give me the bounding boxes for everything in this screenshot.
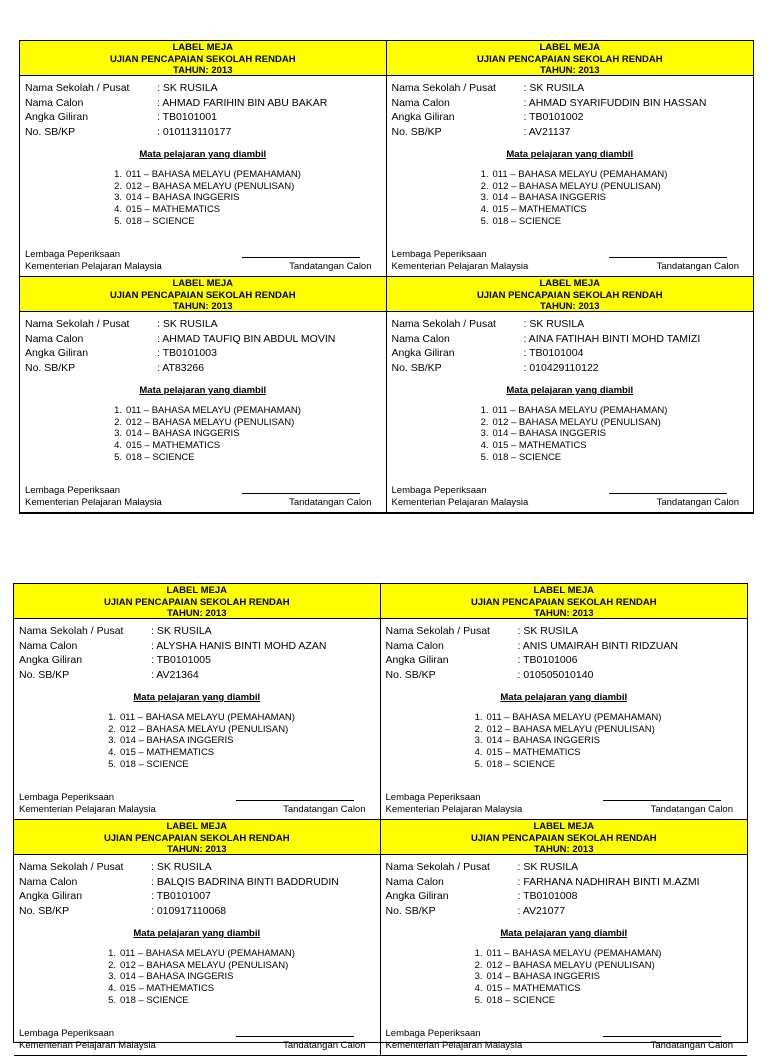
- subject-item: 5. 018 – SCIENCE: [480, 451, 562, 463]
- index-value: : TB0101004: [523, 347, 584, 359]
- subject-item: 4. 015 – MATHEMATICS: [474, 747, 581, 759]
- label-title: LABEL MEJA: [172, 42, 234, 53]
- ic-row: [19, 668, 380, 683]
- subjects-title: Mata pelajaran yang diambil: [133, 692, 261, 703]
- candidate-info: [381, 619, 748, 682]
- subjects-list: [469, 712, 748, 771]
- subject-item: 4. 015 – MATHEMATICS: [108, 747, 215, 759]
- exam-name: UJIAN PENCAPAIAN SEKOLAH RENDAH: [109, 289, 296, 301]
- signature-line: [603, 800, 721, 801]
- exam-year: TAHUN: 2013: [173, 301, 233, 312]
- ic-label: No. SB/KP: [19, 668, 70, 681]
- subject-item: 2. 012 – BAHASA MELAYU (PENULISAN): [474, 959, 655, 971]
- index-value: : TB0101006: [517, 654, 578, 666]
- name-label: Nama Calon: [385, 639, 444, 652]
- desk-label-6: [381, 584, 748, 820]
- name-value: : AHMAD TAUFIQ BIN ABDUL MOVIN: [157, 332, 336, 345]
- board-name: Lembaga Peperiksaan: [385, 1028, 481, 1039]
- ministry-name: Kementerian Pelajaran Malaysia: [391, 260, 529, 272]
- candidate-info: [387, 312, 754, 375]
- school-label: Nama Sekolah / Pusat: [25, 318, 130, 330]
- ic-row: [25, 125, 386, 140]
- signature-caption: Tandatangan Calon: [289, 496, 372, 508]
- name-row: [386, 639, 748, 654]
- exam-year: TAHUN: 2013: [534, 844, 594, 855]
- ic-value: : AV21137: [523, 125, 571, 138]
- subject-item: 1. 011 – BAHASA MELAYU (PEMAHAMAN): [474, 712, 662, 723]
- subjects-title: Mata pelajaran yang diambil: [500, 692, 628, 703]
- subject-item: 2. 012 – BAHASA MELAYU (PENULISAN): [480, 180, 661, 192]
- signature-caption: Tandatangan Calon: [650, 803, 733, 815]
- board-name: Lembaga Peperiksaan: [385, 792, 481, 803]
- ic-label: No. SB/KP: [385, 904, 436, 917]
- ministry-name: Kementerian Pelajaran Malaysia: [385, 803, 523, 815]
- label-footer: [386, 1028, 736, 1051]
- label-header: [14, 820, 380, 855]
- ic-label: No. SB/KP: [385, 668, 436, 681]
- subjects-title: Mata pelajaran yang diambil: [500, 928, 628, 939]
- candidate-info: [381, 855, 748, 918]
- ministry-name: Kementerian Pelajaran Malaysia: [19, 803, 156, 815]
- name-value: : FARHANA NADHIRAH BINTI M.AZMI: [517, 875, 700, 888]
- school-value: : SK RUSILA: [517, 861, 579, 873]
- name-row: [19, 875, 380, 890]
- exam-name: UJIAN PENCAPAIAN SEKOLAH RENDAH: [103, 596, 290, 608]
- signature-caption: Tandatangan Calon: [283, 803, 366, 815]
- label-footer: [25, 485, 374, 508]
- subject-item: 1. 011 – BAHASA MELAYU (PEMAHAMAN): [480, 169, 668, 180]
- exam-name: UJIAN PENCAPAIAN SEKOLAH RENDAH: [470, 832, 657, 844]
- subject-item: 5. 018 – SCIENCE: [480, 215, 562, 227]
- subject-item: 5. 018 – SCIENCE: [108, 758, 189, 770]
- school-row: [25, 317, 386, 332]
- subject-item: 5. 018 – SCIENCE: [474, 994, 556, 1006]
- index-label: Angka Giliran: [385, 654, 449, 666]
- subject-item: 3. 014 – BAHASA INGGERIS: [480, 428, 607, 440]
- label-header: [14, 584, 380, 619]
- subject-item: 1. 011 – BAHASA MELAYU (PEMAHAMAN): [480, 405, 668, 416]
- label-header: [387, 277, 754, 312]
- school-label: Nama Sekolah / Pusat: [391, 82, 496, 94]
- board-name: Lembaga Peperiksaan: [25, 485, 121, 496]
- school-value: : SK RUSILA: [151, 625, 212, 637]
- label-title: LABEL MEJA: [166, 585, 228, 596]
- index-label: Angka Giliran: [25, 111, 89, 123]
- exam-name: UJIAN PENCAPAIAN SEKOLAH RENDAH: [476, 289, 663, 301]
- subject-item: 4. 015 – MATHEMATICS: [114, 440, 221, 452]
- subject-item: 1. 011 – BAHASA MELAYU (PEMAHAMAN): [108, 712, 295, 723]
- school-value: : SK RUSILA: [523, 82, 585, 94]
- name-row: [19, 639, 380, 654]
- name-value: : ALYSHA HANIS BINTI MOHD AZAN: [151, 639, 327, 652]
- ic-label: No. SB/KP: [25, 125, 76, 138]
- label-sheet-2: [13, 583, 748, 1051]
- subject-item: 3. 014 – BAHASA INGGERIS: [114, 428, 240, 440]
- label-header: [20, 277, 386, 312]
- ic-value: : 010429110122: [523, 361, 599, 374]
- school-row: [19, 860, 380, 875]
- candidate-info: [387, 76, 754, 139]
- name-label: Nama Calon: [391, 96, 450, 109]
- ic-value: : 010505010140: [517, 668, 594, 681]
- desk-label-7: [14, 820, 381, 1056]
- subject-item: 1. 011 – BAHASA MELAYU (PEMAHAMAN): [474, 948, 662, 959]
- index-value: : TB0101002: [523, 111, 584, 123]
- ic-value: : AV21077: [517, 904, 566, 917]
- subject-item: 2. 012 – BAHASA MELAYU (PENULISAN): [114, 180, 295, 192]
- school-label: Nama Sekolah / Pusat: [19, 625, 124, 637]
- ministry-name: Kementerian Pelajaran Malaysia: [391, 496, 529, 508]
- school-value: : SK RUSILA: [157, 82, 218, 94]
- index-value: : TB0101007: [151, 890, 211, 902]
- name-label: Nama Calon: [19, 639, 78, 652]
- board-name: Lembaga Peperiksaan: [19, 1028, 115, 1039]
- subjects-title: Mata pelajaran yang diambil: [506, 385, 634, 396]
- subject-item: 1. 011 – BAHASA MELAYU (PEMAHAMAN): [114, 169, 301, 180]
- index-row: [25, 346, 386, 361]
- index-label: Angka Giliran: [19, 890, 83, 902]
- signature-line: [236, 1036, 354, 1037]
- subject-item: 2. 012 – BAHASA MELAYU (PENULISAN): [474, 723, 655, 735]
- index-label: Angka Giliran: [391, 347, 455, 359]
- subjects-title: Mata pelajaran yang diambil: [506, 149, 634, 160]
- name-value: : BALQIS BADRINA BINTI BADDRUDIN: [151, 875, 339, 888]
- candidate-info: [20, 76, 386, 139]
- candidate-info: [14, 855, 380, 918]
- ic-label: No. SB/KP: [391, 361, 442, 374]
- subject-item: 2. 012 – BAHASA MELAYU (PENULISAN): [108, 959, 289, 971]
- desk-label-5: [14, 584, 381, 820]
- school-row: [386, 624, 748, 639]
- subject-item: 3. 014 – BAHASA INGGERIS: [474, 971, 601, 983]
- signature-caption: Tandatangan Calon: [289, 260, 372, 272]
- label-footer: [19, 1028, 368, 1051]
- exam-name: UJIAN PENCAPAIAN SEKOLAH RENDAH: [476, 53, 663, 65]
- desk-label-2: [387, 41, 754, 277]
- subjects-list: [469, 948, 748, 1007]
- ic-row: [25, 361, 386, 376]
- desk-label-8: [381, 820, 748, 1056]
- label-title: LABEL MEJA: [166, 821, 228, 832]
- label-footer: [25, 249, 374, 272]
- board-name: Lembaga Peperiksaan: [19, 792, 115, 803]
- exam-name: UJIAN PENCAPAIAN SEKOLAH RENDAH: [109, 53, 296, 65]
- exam-year: TAHUN: 2013: [167, 608, 227, 619]
- school-value: : SK RUSILA: [523, 318, 585, 330]
- subjects-list: [102, 948, 380, 1007]
- school-label: Nama Sekolah / Pusat: [25, 82, 130, 94]
- index-label: Angka Giliran: [25, 347, 89, 359]
- school-label: Nama Sekolah / Pusat: [385, 625, 490, 637]
- name-row: [392, 96, 754, 111]
- index-row: [19, 653, 380, 668]
- ic-value: : 010917110068: [151, 904, 227, 917]
- index-row: [25, 110, 386, 125]
- ministry-name: Kementerian Pelajaran Malaysia: [25, 260, 162, 272]
- ic-row: [386, 904, 748, 919]
- ic-label: No. SB/KP: [19, 904, 70, 917]
- index-label: Angka Giliran: [391, 111, 455, 123]
- label-header: [387, 41, 754, 76]
- subjects-list: [475, 405, 754, 464]
- signature-caption: Tandatangan Calon: [656, 260, 739, 272]
- subject-item: 3. 014 – BAHASA INGGERIS: [480, 192, 607, 204]
- signature-line: [242, 493, 360, 494]
- exam-year: TAHUN: 2013: [534, 608, 594, 619]
- label-header: [381, 584, 748, 619]
- subjects-list: [108, 169, 386, 228]
- signature-line: [609, 493, 727, 494]
- subject-item: 3. 014 – BAHASA INGGERIS: [108, 971, 234, 983]
- ic-label: No. SB/KP: [25, 361, 76, 374]
- label-sheet-1: [19, 40, 754, 514]
- index-row: [392, 346, 754, 361]
- ministry-name: Kementerian Pelajaran Malaysia: [25, 496, 162, 508]
- subjects-list: [108, 405, 386, 464]
- index-row: [19, 889, 380, 904]
- index-value: : TB0101001: [157, 111, 217, 123]
- signature-line: [609, 257, 727, 258]
- school-row: [386, 860, 748, 875]
- subject-item: 2. 012 – BAHASA MELAYU (PENULISAN): [480, 416, 661, 428]
- index-row: [386, 889, 748, 904]
- exam-year: TAHUN: 2013: [173, 65, 233, 76]
- subject-item: 5. 018 – SCIENCE: [108, 994, 189, 1006]
- name-value: : AHMAD FARIHIN BIN ABU BAKAR: [157, 96, 328, 109]
- ic-value: : AT83266: [157, 361, 205, 374]
- school-label: Nama Sekolah / Pusat: [391, 318, 496, 330]
- desk-label-1: [20, 41, 387, 277]
- name-label: Nama Calon: [19, 875, 78, 888]
- label-title: LABEL MEJA: [539, 278, 601, 289]
- subject-item: 4. 015 – MATHEMATICS: [480, 440, 587, 452]
- ic-row: [392, 125, 754, 140]
- label-title: LABEL MEJA: [172, 278, 234, 289]
- school-label: Nama Sekolah / Pusat: [385, 861, 490, 873]
- signature-caption: Tandatangan Calon: [656, 496, 739, 508]
- signature-caption: Tandatangan Calon: [283, 1039, 366, 1051]
- school-value: : SK RUSILA: [151, 861, 212, 873]
- name-row: [386, 875, 748, 890]
- subject-item: 3. 014 – BAHASA INGGERIS: [474, 735, 601, 747]
- subject-item: 4. 015 – MATHEMATICS: [108, 983, 215, 995]
- index-value: : TB0101008: [517, 890, 578, 902]
- subjects-title: Mata pelajaran yang diambil: [139, 149, 267, 160]
- exam-name: UJIAN PENCAPAIAN SEKOLAH RENDAH: [103, 832, 290, 844]
- school-row: [19, 624, 380, 639]
- signature-caption: Tandatangan Calon: [650, 1039, 733, 1051]
- name-label: Nama Calon: [391, 332, 450, 345]
- exam-year: TAHUN: 2013: [540, 301, 600, 312]
- label-title: LABEL MEJA: [533, 585, 595, 596]
- ic-row: [19, 904, 380, 919]
- name-row: [392, 332, 754, 347]
- board-name: Lembaga Peperiksaan: [391, 249, 487, 260]
- candidate-info: [20, 312, 386, 375]
- school-label: Nama Sekolah / Pusat: [19, 861, 124, 873]
- name-row: [25, 96, 386, 111]
- exam-year: TAHUN: 2013: [167, 844, 227, 855]
- desk-label-3: [20, 277, 387, 513]
- name-row: [25, 332, 386, 347]
- subject-item: 3. 014 – BAHASA INGGERIS: [108, 735, 234, 747]
- subject-item: 4. 015 – MATHEMATICS: [480, 204, 587, 216]
- school-value: : SK RUSILA: [517, 625, 579, 637]
- name-value: : AINA FATIHAH BINTI MOHD TAMIZI: [523, 332, 701, 345]
- index-label: Angka Giliran: [385, 890, 449, 902]
- ic-value: : AV21364: [151, 668, 199, 681]
- school-value: : SK RUSILA: [157, 318, 218, 330]
- name-value: : AHMAD SYARIFUDDIN BIN HASSAN: [523, 96, 707, 109]
- subject-item: 1. 011 – BAHASA MELAYU (PEMAHAMAN): [108, 948, 295, 959]
- label-title: LABEL MEJA: [533, 821, 595, 832]
- label-footer: [386, 792, 736, 815]
- subjects-title: Mata pelajaran yang diambil: [133, 928, 261, 939]
- board-name: Lembaga Peperiksaan: [391, 485, 487, 496]
- subjects-title: Mata pelajaran yang diambil: [139, 385, 267, 396]
- name-label: Nama Calon: [25, 332, 84, 345]
- subject-item: 5. 018 – SCIENCE: [474, 758, 556, 770]
- ic-row: [392, 361, 754, 376]
- signature-line: [242, 257, 360, 258]
- label-title: LABEL MEJA: [539, 42, 601, 53]
- name-label: Nama Calon: [385, 875, 444, 888]
- label-footer: [392, 249, 742, 272]
- candidate-info: [14, 619, 380, 682]
- school-row: [392, 317, 754, 332]
- subjects-list: [475, 169, 754, 228]
- label-footer: [392, 485, 742, 508]
- label-header: [20, 41, 386, 76]
- subject-item: 4. 015 – MATHEMATICS: [114, 204, 221, 216]
- name-label: Nama Calon: [25, 96, 84, 109]
- ic-value: : 010113110177: [157, 125, 232, 138]
- subject-item: 2. 012 – BAHASA MELAYU (PENULISAN): [108, 723, 289, 735]
- name-value: : ANIS UMAIRAH BINTI RIDZUAN: [517, 639, 678, 652]
- board-name: Lembaga Peperiksaan: [25, 249, 121, 260]
- index-row: [392, 110, 754, 125]
- subject-item: 4. 015 – MATHEMATICS: [474, 983, 581, 995]
- label-header: [381, 820, 748, 855]
- ministry-name: Kementerian Pelajaran Malaysia: [385, 1039, 523, 1051]
- subject-item: 5. 018 – SCIENCE: [114, 215, 195, 227]
- index-value: : TB0101005: [151, 654, 211, 666]
- school-row: [25, 81, 386, 96]
- subjects-list: [102, 712, 380, 771]
- ministry-name: Kementerian Pelajaran Malaysia: [19, 1039, 156, 1051]
- school-row: [392, 81, 754, 96]
- ic-label: No. SB/KP: [391, 125, 442, 138]
- ic-row: [386, 668, 748, 683]
- exam-name: UJIAN PENCAPAIAN SEKOLAH RENDAH: [470, 596, 657, 608]
- signature-line: [603, 1036, 721, 1037]
- index-label: Angka Giliran: [19, 654, 83, 666]
- index-value: : TB0101003: [157, 347, 217, 359]
- subject-item: 2. 012 – BAHASA MELAYU (PENULISAN): [114, 416, 295, 428]
- desk-label-4: [387, 277, 754, 513]
- subject-item: 5. 018 – SCIENCE: [114, 451, 195, 463]
- index-row: [386, 653, 748, 668]
- subject-item: 1. 011 – BAHASA MELAYU (PEMAHAMAN): [114, 405, 301, 416]
- label-footer: [19, 792, 368, 815]
- subject-item: 3. 014 – BAHASA INGGERIS: [114, 192, 240, 204]
- signature-line: [236, 800, 354, 801]
- exam-year: TAHUN: 2013: [540, 65, 600, 76]
